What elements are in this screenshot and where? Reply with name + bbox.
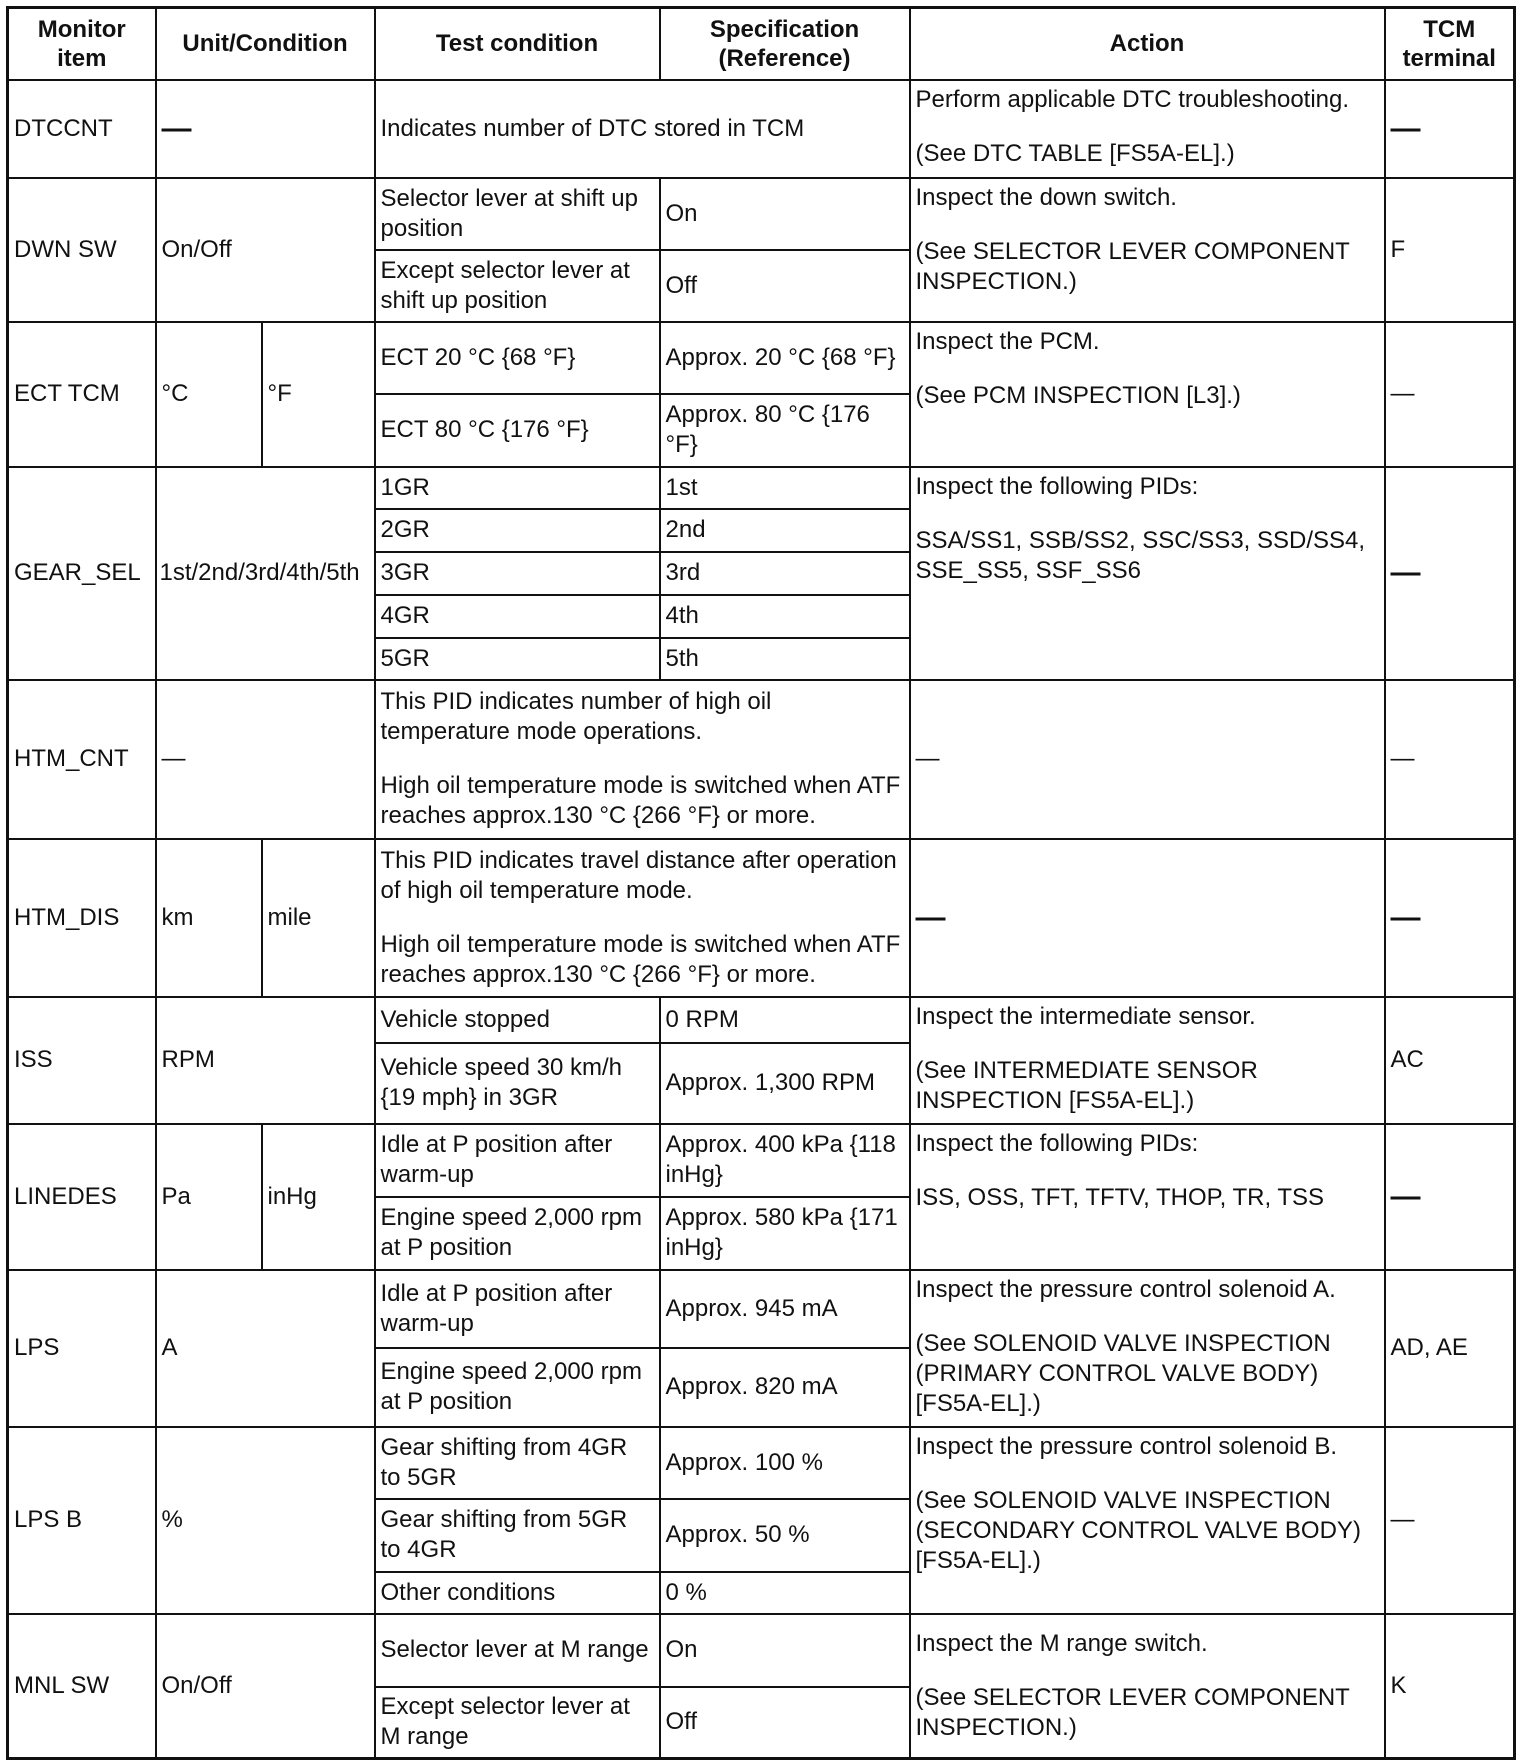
action-line: Perform applicable DTC troubleshooting. <box>915 85 1350 113</box>
specification: Approx. 20 °C {68 °F} <box>660 322 910 394</box>
test-condition: Engine speed 2,000 rpm at P position <box>375 1197 660 1270</box>
tcm-terminal: AC <box>1385 997 1515 1124</box>
unit-us: °F <box>262 322 375 467</box>
table-row <box>8 1124 1515 1197</box>
action <box>910 178 1385 322</box>
specification: Approx. 820 mA <box>660 1348 910 1427</box>
unit-si: Pa <box>156 1124 262 1270</box>
test-condition: 4GR <box>375 595 660 638</box>
specification: Approx. 100 % <box>660 1427 910 1499</box>
action-reference: (See SOLENOID VALVE INSPECTION (PRIMARY CONTROL VALVE BODY) [FS5A-EL].) <box>915 1329 1331 1417</box>
tcm-terminal: — <box>1385 680 1515 839</box>
action-line: Inspect the following PIDs: <box>915 1129 1199 1157</box>
tcm-terminal: — <box>1385 80 1515 178</box>
specification: Approx. 580 kPa {171 inHg} <box>660 1197 910 1270</box>
monitor-item: LPS <box>8 1270 156 1427</box>
header-specification: Specification (Reference) <box>660 8 910 80</box>
action-pid-list: SSA/SS1, SSB/SS2, SSC/SS3, SSD/SS4, SSE_SS5, SSF_SS6 <box>915 526 1366 584</box>
action-line: Inspect the M range switch. <box>915 1629 1208 1657</box>
tcm-terminal: — <box>1385 322 1515 467</box>
tcm-terminal: — <box>1385 1427 1515 1614</box>
header-action: Action <box>910 8 1385 80</box>
table-row <box>8 322 1515 394</box>
header-unit-condition: Unit/Condition <box>156 8 375 80</box>
specification: Off <box>660 1687 910 1759</box>
test-condition: 1GR <box>375 467 660 509</box>
action-reference: (See INTERMEDIATE SENSOR INSPECTION [FS5A-EL].) <box>915 1056 1258 1114</box>
action <box>910 1427 1385 1614</box>
test-condition: Gear shifting from 5GR to 4GR <box>375 1499 660 1572</box>
test-condition: 3GR <box>375 552 660 595</box>
table-row <box>8 1270 1515 1348</box>
table-row <box>8 80 1515 178</box>
specification: On <box>660 178 910 250</box>
unit-condition: 1st/2nd/3rd/4th/5th <box>156 467 375 680</box>
specification: Approx. 945 mA <box>660 1270 910 1348</box>
action <box>910 467 1385 680</box>
test-condition: ECT 20 °C {68 °F} <box>375 322 660 394</box>
specification: 4th <box>660 595 910 638</box>
action <box>910 322 1385 467</box>
unit-condition: — <box>156 680 375 839</box>
test-condition: ECT 80 °C {176 °F} <box>375 394 660 467</box>
tcm-terminal: F <box>1385 178 1515 322</box>
test-note: High oil temperature mode is switched when ATF reaches approx.130 °C {266 °F} or more. <box>380 772 901 829</box>
unit-us: mile <box>262 839 375 997</box>
action-line: Inspect the intermediate sensor. <box>915 1002 1256 1030</box>
action-pid-list: ISS, OSS, TFT, TFTV, THOP, TR, TSS <box>915 1183 1325 1211</box>
table-row <box>8 680 1515 839</box>
monitor-item: LPS B <box>8 1427 156 1614</box>
tcm-terminal: AD, AE <box>1385 1270 1515 1427</box>
monitor-item: ISS <box>8 997 156 1124</box>
specification: 3rd <box>660 552 910 595</box>
action-line: Inspect the pressure control solenoid A. <box>915 1275 1336 1303</box>
tcm-terminal: K <box>1385 1614 1515 1759</box>
table-row <box>8 1427 1515 1499</box>
monitor-item: MNL SW <box>8 1614 156 1759</box>
action-line: Inspect the pressure control solenoid B. <box>915 1432 1338 1460</box>
test-condition <box>375 839 910 997</box>
action-reference: (See SOLENOID VALVE INSPECTION (SECONDARY CONTROL VALVE BODY) [FS5A-EL].) <box>915 1486 1361 1574</box>
header-tcm-terminal: TCM terminal <box>1385 8 1515 80</box>
tcm-terminal: — <box>1385 1124 1515 1270</box>
unit-condition: — <box>156 80 375 178</box>
header-row <box>8 8 1515 80</box>
specification: Off <box>660 250 910 322</box>
test-condition: Selector lever at M range <box>375 1614 660 1687</box>
specification: Approx. 400 kPa {118 inHg} <box>660 1124 910 1197</box>
monitor-item: HTM_DIS <box>8 839 156 997</box>
test-condition: Vehicle stopped <box>375 997 660 1043</box>
test-condition: Idle at P position after warm-up <box>375 1124 660 1197</box>
test-condition: Other conditions <box>375 1572 660 1614</box>
monitor-item: LINEDES <box>8 1124 156 1270</box>
unit-us: inHg <box>262 1124 375 1270</box>
test-condition: Except selector lever at M range <box>375 1687 660 1759</box>
specification: 0 RPM <box>660 997 910 1043</box>
action-line: Inspect the PCM. <box>915 327 1100 355</box>
action-reference: (See PCM INSPECTION [L3].) <box>915 381 1241 409</box>
unit-si: °C <box>156 322 262 467</box>
monitor-item: DTCCNT <box>8 80 156 178</box>
test-condition: Indicates number of DTC stored in TCM <box>375 80 910 178</box>
table-row <box>8 997 1515 1043</box>
table-row <box>8 178 1515 250</box>
unit-condition: On/Off <box>156 1614 375 1759</box>
action: — <box>910 680 1385 839</box>
tcm-terminal: — <box>1385 839 1515 997</box>
test-note: High oil temperature mode is switched when ATF reaches approx.130 °C {266 °F} or more. <box>380 930 901 988</box>
action <box>910 1614 1385 1759</box>
action-reference: (See DTC TABLE [FS5A-EL].) <box>915 139 1235 167</box>
action <box>910 80 1385 178</box>
header-monitor-item: Monitor item <box>8 8 156 80</box>
unit-condition: A <box>156 1270 375 1427</box>
action-reference: (See SELECTOR LEVER COMPONENT INSPECTION.) <box>915 237 1350 295</box>
test-condition: Vehicle speed 30 km/h {19 mph} in 3GR <box>375 1043 660 1124</box>
monitor-item: DWN SW <box>8 178 156 322</box>
test-condition: Engine speed 2,000 rpm at P position <box>375 1348 660 1427</box>
table-row <box>8 1614 1515 1687</box>
test-condition: Except selector lever at shift up position <box>375 250 660 322</box>
specification: 0 % <box>660 1572 910 1614</box>
header-test-condition: Test condition <box>375 8 660 80</box>
specification: 2nd <box>660 509 910 552</box>
specification: On <box>660 1614 910 1687</box>
unit-condition: On/Off <box>156 178 375 322</box>
test-condition <box>375 680 910 839</box>
unit-condition: RPM <box>156 997 375 1124</box>
unit-condition: % <box>156 1427 375 1614</box>
test-description: This PID indicates number of high oil temperature mode operations. <box>380 688 772 745</box>
test-condition: Gear shifting from 4GR to 5GR <box>375 1427 660 1499</box>
monitor-item: HTM_CNT <box>8 680 156 839</box>
action <box>910 1124 1385 1270</box>
specification: Approx. 50 % <box>660 1499 910 1572</box>
specification: 1st <box>660 467 910 509</box>
tcm-terminal: — <box>1385 467 1515 680</box>
action <box>910 1270 1385 1427</box>
action: — <box>910 839 1385 997</box>
action-reference: (See SELECTOR LEVER COMPONENT INSPECTION.) <box>915 1683 1350 1741</box>
monitor-item: ECT TCM <box>8 322 156 467</box>
test-condition: 5GR <box>375 638 660 680</box>
specification: Approx. 1,300 RPM <box>660 1043 910 1124</box>
specification: 5th <box>660 638 910 680</box>
table-row <box>8 467 1515 509</box>
pid-monitor-table <box>6 6 1516 1760</box>
monitor-item: GEAR_SEL <box>8 467 156 680</box>
specification: Approx. 80 °C {176 °F} <box>660 394 910 467</box>
action <box>910 997 1385 1124</box>
test-condition: Selector lever at shift up position <box>375 178 660 250</box>
test-condition: 2GR <box>375 509 660 552</box>
unit-si: km <box>156 839 262 997</box>
table-row <box>8 839 1515 997</box>
test-description: This PID indicates travel distance after operation of high oil temperature mode. <box>380 846 897 904</box>
action-line: Inspect the following PIDs: <box>915 472 1199 500</box>
action-line: Inspect the down switch. <box>915 183 1177 211</box>
test-condition: Idle at P position after warm-up <box>375 1270 660 1348</box>
